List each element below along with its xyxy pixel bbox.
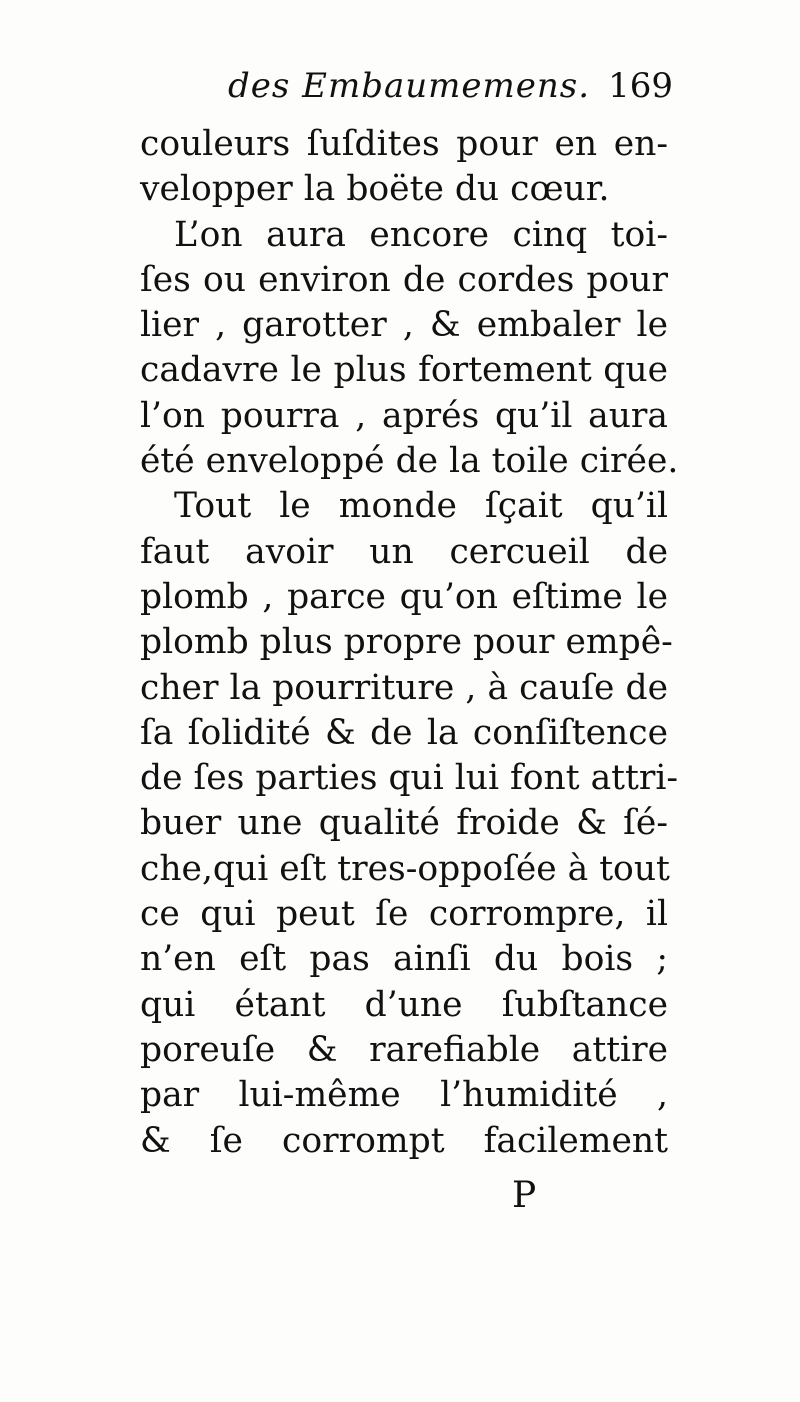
running-title: des Embaumemens. xyxy=(228,66,591,106)
text-line: plomb , parce qu’on eſtime le xyxy=(140,576,668,617)
signature-mark: P xyxy=(512,1175,537,1216)
text-line: cadavre le plus fortement que xyxy=(140,350,668,391)
text-line: ſes ou environ de cordes pour xyxy=(140,259,668,300)
text-line: l’on pourra , aprés qu’il aura xyxy=(140,395,668,436)
text-line: été enveloppé de la toile cirée. xyxy=(140,441,679,482)
text-line: n’en eſt pas ainſi du bois ; xyxy=(140,939,668,980)
text-line: & ſe corrompt facilement xyxy=(140,1120,668,1161)
body-text xyxy=(140,122,679,1164)
text-line: velopper la boëte du cœur. xyxy=(140,169,610,210)
text-line: de ſes parties qui lui font attri- xyxy=(140,758,679,799)
text-line: cher la pourriture , à cauſe de xyxy=(140,667,668,708)
page-number: 169 xyxy=(608,66,673,106)
text-line: couleurs ſuſdites pour en en- xyxy=(140,124,668,164)
text-line: par lui-même l’humidité , xyxy=(140,1075,668,1116)
text-line: plomb plus propre pour empê- xyxy=(140,622,673,663)
text-line: lier , garotter , & embaler le xyxy=(140,305,668,346)
text-line: ſa ſolidité & de la conſiſtence xyxy=(140,712,668,753)
text-line: faut avoir un cercueil de xyxy=(140,531,668,572)
text-line: poreuſe & rarefiable attire xyxy=(140,1029,668,1070)
text-line: che,qui eſt tres-oppoſée à tout xyxy=(140,848,670,889)
text-line: L’on aura encore cinq toi- xyxy=(174,214,668,255)
text-line: buer une qualité froide & ſé- xyxy=(140,803,668,844)
page-header xyxy=(228,66,673,126)
text-line: ce qui peut ſe corrompre, il xyxy=(140,894,668,935)
text-line: qui étant d’une ſubſtance xyxy=(140,984,668,1025)
text-line: Tout le monde ſçait qu’il xyxy=(174,486,668,527)
